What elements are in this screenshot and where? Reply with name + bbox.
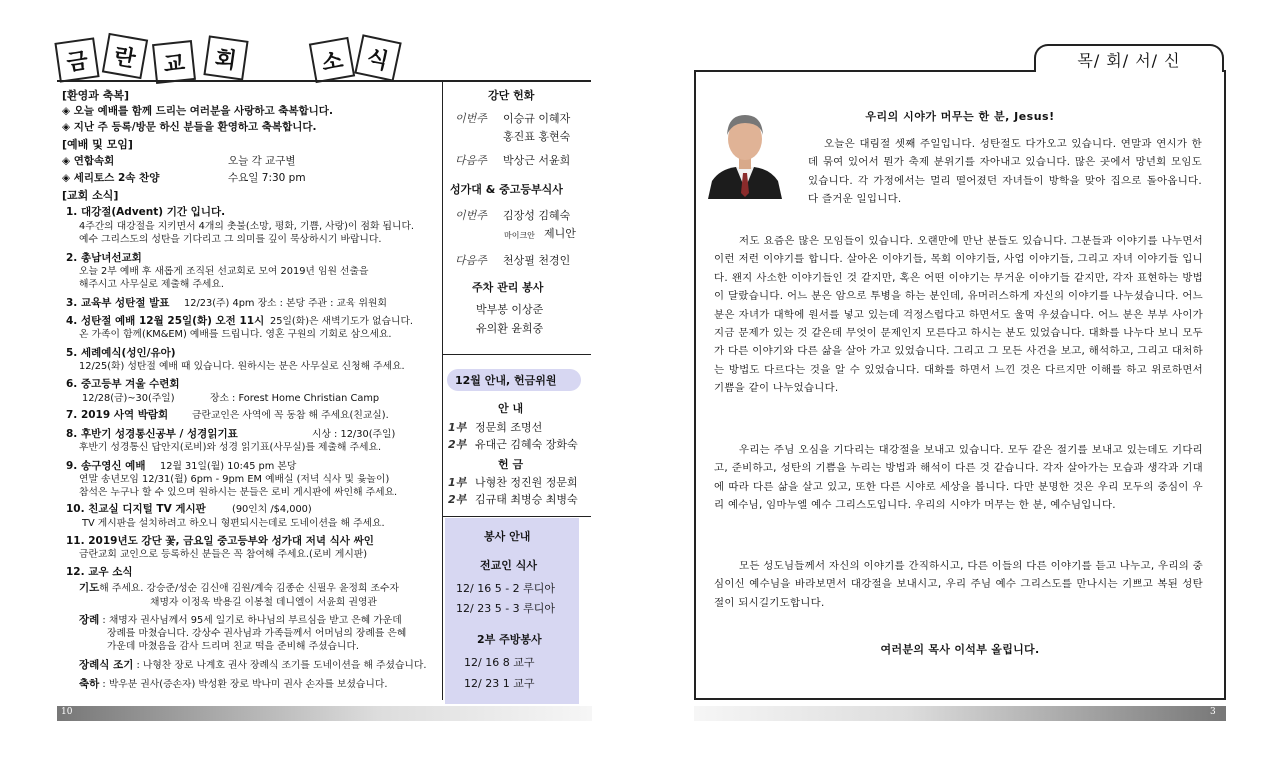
news-10-price: (90인치 /$4,000) [232, 504, 312, 515]
news-4-line-2: 온 가족이 함께(KM&EM) 예배를 드립니다. 영혼 구원의 기회로 삼으세요. [79, 329, 392, 340]
news-1-line-1: 4주간의 대강절을 지키면서 4개의 촛불(소망, 평화, 기쁨, 사랑)이 점화 됩니다. [79, 221, 415, 232]
funeral-label: 장례 [79, 614, 100, 626]
left-footer-bar [57, 706, 592, 721]
worship-header: [예배 및 모임] [62, 138, 133, 151]
column-divider [442, 82, 443, 700]
funeral-line-1 [79, 614, 402, 627]
guide-2-names: 유대근 김혜숙 장화숙 [475, 438, 578, 451]
right-page-number: 3 [1210, 707, 1216, 717]
welcome-header: [환영과 축복] [62, 89, 130, 102]
mid-divider-1 [442, 354, 591, 355]
service-meal-2: 12/ 23 5 - 3 루디아 [456, 602, 556, 615]
prayer-names-2: 채명자 이정욱 박용길 이봉철 데니엘이 서윤희 권영관 [150, 597, 377, 608]
news-6-line-2: 장소 : Forest Home Christian Camp [210, 393, 380, 404]
pulpit-this-week-label: 이번주 [455, 112, 487, 125]
pulpit-title: 강단 헌화 [488, 89, 535, 102]
news-10-title: 10. 친교실 디지털 TV 게시판 [66, 503, 206, 515]
title-tile-6: 식 [354, 34, 401, 81]
offering-header: 헌 금 [498, 458, 524, 471]
news-2-line-1: 오늘 2부 예배 후 새롭게 조직된 선교회로 모여 2019년 임원 선출을 [79, 266, 369, 277]
title-tile-3: 교 [152, 40, 196, 84]
title-tile-5: 소 [309, 37, 355, 83]
news-2-line-2: 해주시고 사무실로 제출해 주세요. [79, 279, 224, 290]
congrats-text: : 박우분 권사(증손자) 박성환 장로 박나미 권사 손자를 보셨습니다. [99, 679, 388, 690]
service-kitchen-1: 12/ 16 8 교구 [464, 656, 535, 669]
choir-this-week-2a: 마이크안 [504, 231, 535, 240]
worship-item-1: ◈ 연합속회 [62, 155, 115, 167]
pastor-letter-tab-label: 목/ 회/ 서/ 신 [1077, 51, 1181, 70]
news-7-title: 7. 2019 사역 박람회 [66, 409, 169, 421]
news-10-line-1: TV 게시판을 설치하려고 하오니 형편되시는데로 도네이션을 해 주세요. [82, 518, 385, 529]
news-6-line-1: 12/28(금)~30(주일) [82, 393, 175, 404]
worship-item-2-time: 수요일 7:30 pm [228, 172, 306, 184]
letter-paragraph-2: 우리는 주님 오심을 기다리는 대강절을 보내고 있습니다. 모두 같은 절기를 보내고 있는데도 기다리고, 준비하고, 성탄의 기쁨을 누리는 방법과 해석이 다른 것 같습니다. 각자 살아가는 모습과 생각과 기대에 따라 다른 삶을 살고 있고, 또한 다른 시야로 세상을 봅니다. 다만 분명한 것은 우리 모두의 중심이 우리 예수님, 임마누엘 예수 그리스도입니다. 우리의 시야가 머무는 한 분, 예수님입니다. [714, 444, 1203, 512]
news-9-line-2: 연말 송년모임 12/31(월) 6pm - 9pm EM 예배실 (저녁 식사 및 윷놀이) [79, 474, 390, 485]
service-kitchen-title: 2부 주방봉사 [477, 633, 542, 646]
title-tile-1: 금 [54, 37, 99, 82]
news-9-title: 9. 송구영신 예배 [66, 460, 146, 472]
news-9-line-3: 참석은 누구나 할 수 있으며 원하시는 분들은 로비 게시판에 싸인해 주세요. [79, 487, 398, 498]
service-meal-title: 전교인 식사 [480, 559, 537, 572]
guide-1-names: 정문희 조명선 [475, 421, 543, 434]
news-4-line-1: 25일(화)은 새벽기도가 없습니다. [270, 316, 414, 327]
news-5-line-1: 12/25(화) 성탄절 예배 때 있습니다. 원하시는 분은 사무실로 신청해 주세요. [79, 361, 405, 372]
guide-1-label: 1부 [448, 421, 467, 434]
funeral-text-1: : 채명자 권사님께서 95세 일기로 하나님의 부르심을 받고 은혜 가운데 [99, 615, 402, 626]
december-title: 12월 안내, 헌금위원 [455, 374, 557, 387]
prayer-names-1: 해 주세요. 강승준/성순 김신애 김원/계숙 김종순 신필우 윤정희 조수자 [99, 583, 399, 594]
parking-line-2: 유의환 윤희중 [476, 322, 544, 335]
pulpit-next-week-1: 박상근 서윤희 [503, 154, 571, 167]
funeral-text-3: 가운데 마쳤음을 감사 드리며 친교 떡을 준비해 주셨습니다. [107, 641, 360, 652]
parking-line-1: 박부봉 이상준 [476, 303, 544, 316]
offering-1-label: 1부 [448, 476, 467, 489]
news-1-title: 1. 대강절(Advent) 기간 입니다. [66, 206, 226, 218]
service-meal-1: 12/ 16 5 - 2 루디아 [456, 582, 556, 595]
right-footer-bar [694, 706, 1226, 721]
welcome-line-1: ◈ 오늘 예배를 함께 드리는 여러분을 사랑하고 축복합니다. [62, 105, 333, 117]
pulpit-this-week-1: 이승규 이혜자 [503, 112, 571, 125]
news-4-title: 4. 성탄절 예배 12월 25일(화) 오전 11시 [66, 315, 265, 327]
pulpit-next-week-label: 다음주 [455, 154, 487, 167]
news-11-title: 11. 2019년도 강단 꽃, 금요일 중고등부와 성가대 저녁 식사 싸인 [66, 535, 374, 547]
prayer-line-1 [79, 582, 399, 595]
header-rule [57, 80, 591, 82]
news-6-title: 6. 중고등부 겨울 수련회 [66, 378, 180, 390]
choir-this-week-label: 이번주 [455, 209, 487, 222]
offering-1-names: 나형찬 정진원 정문희 [475, 476, 578, 489]
offering-2-names: 김규태 최병승 최병숙 [475, 493, 578, 506]
left-page-number: 10 [61, 707, 73, 717]
choir-title: 성가대 & 중고등부식사 [450, 183, 563, 196]
choir-next-week-label: 다음주 [455, 254, 487, 267]
news-7-line-1: 금란교인은 사역에 꼭 동참 해 주세요(친교실). [192, 410, 389, 421]
worship-item-2: ◈ 세리토스 2속 찬양 [62, 172, 160, 184]
offering-2-label: 2부 [448, 493, 467, 506]
letter-paragraph-3: 모든 성도님들께서 자신의 이야기를 간직하시고, 다른 이들의 다른 이야기를 듣고 나누고, 우리의 중심이신 예수님을 바라보면서 대강절을 보내시고, 우리 주님 예수 그리스도를 만나시는 기쁘고 복된 성탄절이 되시길기도합니다. [714, 560, 1203, 609]
guide-header: 안 내 [498, 402, 524, 415]
news-2-title: 2. 총남녀선교회 [66, 252, 142, 264]
choir-next-week-1: 천상필 천경인 [503, 254, 571, 267]
parking-title: 주차 관리 봉사 [472, 281, 544, 294]
funeral-text-2: 장례를 마쳤습니다. 강상수 권사님과 가족들께서 어머님의 장례를 은혜 [107, 628, 407, 639]
choir-this-week-2b: 제니안 [544, 227, 576, 240]
news-3-title: 3. 교육부 성탄절 발표 [66, 297, 170, 309]
title-tile-4: 회 [203, 35, 248, 80]
pulpit-this-week-2: 홍진표 홍현숙 [503, 130, 571, 143]
service-kitchen-2: 12/ 23 1 교구 [464, 677, 535, 690]
congrats-label: 축하 [79, 678, 100, 690]
flag-label: 장례식 조기 [79, 659, 134, 671]
news-8-line-1: 시상 : 12/30(주일) [312, 429, 396, 440]
flag-line [79, 659, 426, 672]
mid-divider-2 [442, 516, 591, 517]
news-12-title: 12. 교우 소식 [66, 566, 133, 578]
letter-intro: 오늘은 대림절 셋째 주일입니다. 성탄절도 다가오고 있습니다. 연말과 연시가 한데 묶여 있어서 뭔가 축제 분위기를 자아내고 있습니다. 많은 곳에서 망년회 모임도 있습니다. 각 가정에서는 멀리 떨어졌던 자녀들이 방학을 맞아 집으로 돌아옵니다. 다 즐거운 일입니다. [808, 138, 1202, 206]
worship-item-1-time: 오늘 각 교구별 [228, 155, 296, 167]
welcome-line-2: ◈ 지난 주 등록/방문 하신 분들을 환영하고 축복합니다. [62, 121, 317, 133]
guide-2-label: 2부 [448, 438, 467, 451]
letter-signature: 여러분의 목사 이석부 올립니다. [880, 643, 1040, 656]
flag-text: : 나형찬 장로 나계호 권사 장례식 조기를 도네이션을 해 주셨습니다. [133, 660, 427, 671]
news-3-line-1: 12/23(주) 4pm 장소 : 본당 주관 : 교육 위원회 [184, 298, 387, 309]
news-1-line-2: 예수 그리스도의 성탄을 기다리고 그 의미를 깊이 묵상하시기 바랍니다. [79, 234, 382, 245]
letter-paragraph-1: 저도 요즘은 많은 모임들이 있습니다. 오랜만에 만난 분들도 있습니다. 그분들과 이야기를 나누면서 이런 저런 이야기를 합니다. 살아온 이야기들, 목회 이야기들, 사업 이야기들, 그리고 자녀 이야기들 입니다. 왠지 사소한 이야기들인 것 같지만, 혹은 어떤 이야기는 무거운 이야기들 같지만, 각자 표현하는 방법이 달랐습니다. 어느 분은 암으로 투병을 하는 분인데, 유머러스하게 자신의 이야기를 나누셨습니다. 어느 분은 자녀가 대학에 원서를 넣고 있는데 걱정스럽다고 하면서도 울먹 우셨습니다. 어느 분은 부부 사이가 지금 문제가 있는 것 같은데 무엇이 문제인지 모른다고 하시는 분도 있었습니다. 대화를 나누다 보니 모두가 다른 이야기와 다른 삶을 살아 가고 있었습니다. 그리고 그 모든 사건을 보고, 해석하고, 그리고 대처하는 방법도 다르다는 것을 알 수 있었습니다. 대화를 하면서 느낀 것은 다르지만 이해를 하고 위로하면서 기쁨을 같이 나누었습니다. [714, 235, 1203, 395]
congrats-line [79, 678, 387, 691]
news-8-line-2: 후반기 성경통신 답안지(로비)와 성경 읽기표(사무실)를 제출해 주세요. [79, 442, 382, 453]
letter-title: 우리의 시야가 머무는 한 분, Jesus! [865, 110, 1055, 123]
news-9-line-1: 12월 31일(월) 10:45 pm 본당 [160, 461, 297, 472]
news-8-title: 8. 후반기 성경통신공부 / 성경읽기표 [66, 428, 238, 440]
news-header: [교회 소식] [62, 189, 119, 202]
news-11-line-1: 금란교회 교인으로 등록하신 분들은 꼭 참여해 주세요.(로비 게시판) [79, 549, 368, 560]
prayer-label: 기도 [79, 582, 100, 594]
service-title: 봉사 안내 [484, 530, 531, 543]
title-tile-2: 란 [102, 33, 148, 79]
news-5-title: 5. 세례예식(성인/유아) [66, 347, 176, 359]
choir-this-week-1: 김장성 김혜숙 [503, 209, 571, 222]
